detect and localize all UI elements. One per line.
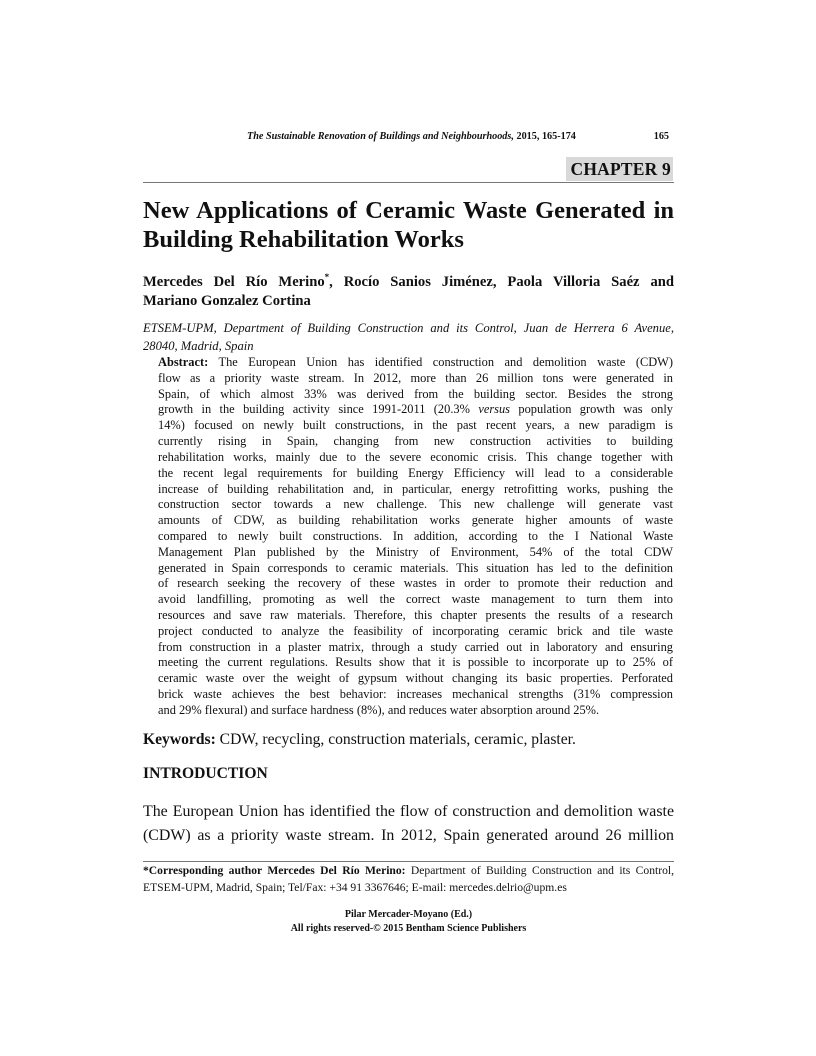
author-name: Mercedes Del Río Merino: [143, 273, 325, 290]
header-rule: [143, 182, 674, 183]
abstract-line: 14%) focused on newly built constructions, in the past recent years, a new paradigm is: [158, 418, 673, 433]
abstract-rest: [158, 418, 673, 718]
chapter-label-text: CHAPTER 9: [570, 159, 671, 179]
abstract-text: growth in the building activity since 1991-2011 (20.3%: [158, 402, 479, 417]
abstract-line: flow as a priority waste stream. In 2012, more than 26 million tons were generated in: [158, 370, 673, 385]
title-line: Building Rehabilitation Works: [143, 226, 464, 253]
keywords-text: CDW, recycling, construction materials, ceramic, plaster.: [215, 731, 576, 748]
abstract-line: currently rising in Spain, changing from new construction activities to building: [158, 434, 673, 449]
authors-line: Mariano Gonzalez Cortina: [143, 293, 311, 310]
publisher-info: [143, 908, 674, 936]
abstract-line: generated in Spain corresponds to ceramic materials. This situation has led to the definition: [158, 560, 673, 575]
affiliation: [143, 320, 674, 355]
journal-title: The Sustainable Renovation of Buildings and Neighbourhoods,: [247, 131, 514, 142]
abstract-line: meeting the current regulations. Results show that it is possible to incorporate up to 25% of: [158, 655, 673, 670]
body-line: The European Union has identified the flow of construction and demolition waste: [143, 803, 674, 820]
abstract-line: of research seeking the recovery of these wastes in order to promote their reduction and: [158, 576, 673, 591]
corresponding-mark: *: [324, 272, 330, 282]
abstract-line: resources and save raw materials. Therefore, this chapter presents the results of a research: [158, 608, 673, 622]
abstract-line: brick waste achieves the best behavior: increases mechanical strengths (31% compression: [158, 687, 673, 702]
journal-meta: 2015, 165-174: [513, 131, 576, 142]
footnote-line: ETSEM-UPM, Madrid, Spain; Tel/Fax: +34 91 3367646; E-mail: mercedes.delrio@upm.es: [143, 881, 567, 894]
chapter-label: [566, 157, 673, 181]
chapter-title: [143, 196, 674, 254]
body-line: (CDW) as a priority waste stream. In 2012, Spain generated around 26 million: [143, 827, 674, 844]
abstract-text: The European Union has identified construction and demolition waste (CDW): [208, 355, 673, 369]
abstract-line: rehabilitation works, mainly due to the severe economic crisis. This change together with: [158, 449, 673, 464]
journal-citation: [247, 131, 576, 142]
authors: [143, 268, 674, 312]
page-number: 165: [653, 131, 669, 142]
copyright: All rights reserved-© 2015 Bentham Science Publishers: [290, 923, 527, 934]
editor: Pilar Mercader-Moyano (Ed.): [344, 909, 473, 920]
abstract-line: Management Plan published by the Ministry of Environment, 54% of the total CDW: [158, 544, 673, 559]
footnote-label: *Corresponding author Mercedes Del Río Merino:: [143, 864, 406, 877]
introduction-body: [143, 800, 674, 848]
affiliation-line: 28040, Madrid, Spain: [143, 338, 254, 353]
title-line: New Applications of Ceramic Waste Generated in: [143, 197, 674, 224]
abstract-line: amounts of CDW, as building rehabilitation works generate higher amounts of waste: [158, 513, 673, 528]
introduction-heading: INTRODUCTION: [143, 765, 268, 782]
footnote-text: Department of Building Construction and its Control,: [405, 864, 674, 877]
abstract-line: [158, 355, 673, 371]
abstract-line: from construction in a plaster matrix, through a study carried out in laboratory and ensuring: [158, 639, 673, 654]
abstract-line: avoid landfilling, promoting as well the correct waste management to turn them into: [158, 592, 673, 607]
abstract: [158, 355, 673, 719]
footnote-line: [143, 862, 674, 879]
abstract-line: ceramic waste over the weight of gypsum without changing its basic properties. Perforated: [158, 671, 673, 686]
abstract-line: compared to newly built constructions. In addition, according to the I National Waste: [158, 528, 673, 543]
abstract-line: and 29% flexural) and surface hardness (8%), and reduces water absorption around 25%.: [158, 702, 600, 717]
keywords: [143, 731, 674, 749]
author-names: , Rocío Sanios Jiménez, Paola Villoria Saéz and: [329, 273, 674, 290]
authors-line: [143, 268, 674, 292]
affiliation-line: ETSEM-UPM, Department of Building Construction and its Control, Juan de Herrera 6 Avenue,: [143, 321, 674, 335]
abstract-line: Spain, of which almost 33% was derived from the building sector. Besides the strong: [158, 386, 673, 401]
abstract-line: increase of building rehabilitation and, in particular, energy retrofitting works, pushing the: [158, 481, 673, 496]
abstract-text: population growth was only: [510, 402, 673, 417]
abstract-line: the recent legal requirements for building Energy Efficiency will lead to a considerable: [158, 465, 673, 480]
abstract-line: construction sector towards a new challenge. This new challenge will generate vast: [158, 497, 673, 512]
abstract-line: [158, 402, 673, 418]
abstract-label: Abstract:: [158, 355, 209, 369]
abstract-italic: versus: [478, 402, 510, 417]
footnote: [143, 862, 674, 896]
keywords-label: Keywords:: [143, 731, 216, 748]
abstract-line: project conducted to analyze the feasibility of incorporating ceramic brick and tile waste: [158, 623, 673, 638]
